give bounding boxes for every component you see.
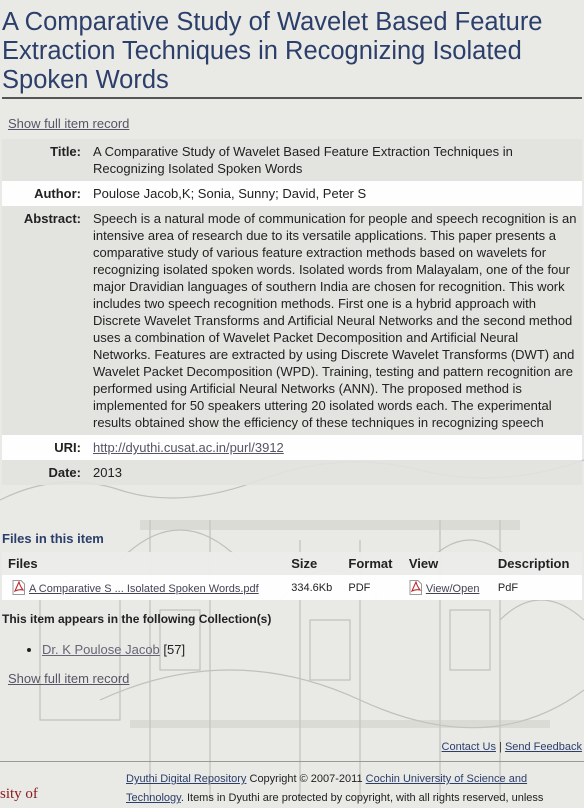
collection-count: [57] <box>163 642 186 657</box>
col-header-format: Format <box>342 552 402 575</box>
copyright-text: Copyright © 2007-2011 <box>249 773 363 785</box>
list-item <box>42 642 584 657</box>
meta-label: Abstract: <box>23 211 81 226</box>
collections-list <box>0 642 584 657</box>
meta-value-date: 2013 <box>93 465 122 480</box>
meta-label: URI: <box>54 440 81 455</box>
files-table <box>2 552 582 600</box>
table-row <box>2 575 582 600</box>
files-header-row <box>2 552 582 575</box>
contact-us-link[interactable]: Contact Us <box>441 741 496 753</box>
show-full-record-link-top[interactable]: Show full item record <box>8 116 130 131</box>
show-full-record-link-bottom[interactable]: Show full item record <box>8 671 130 686</box>
link-separator: | <box>499 741 502 753</box>
meta-label: Author: <box>34 186 81 201</box>
meta-row-date <box>2 460 582 485</box>
meta-row-abstract <box>2 206 582 435</box>
footer-divider <box>0 761 584 762</box>
meta-row-author <box>2 181 582 206</box>
send-feedback-link[interactable]: Send Feedback <box>504 741 582 753</box>
meta-row-uri <box>2 435 582 460</box>
meta-value-abstract: Speech is a natural mode of communication for people and speech recognition is an intensive area of research due to its versatile applications. This paper presents a comparative study of various feature extraction methods based on wavelets for recognizing isolated spoken words. Isolated words from Malayalam, one of the four major Dravidian languages of southern India are chosen for recognition. This work includes two speech recognition methods. First one is a hybrid approach with Discrete Wavelet Transforms and Artificial Neural Networks and the second method uses a combination of Wavelet Packet Decomposition and Artificial Neural Networks. Features are extracted by using Discrete Wavelet Transforms (DWT) and Wavelet Packet Decomposition (WPD). Training, testing and pattern recognition are performed using Artificial Neural Networks (ANN). The proposed method is implemented for 50 speakers uttering 20 isolated words each. The experimental results obtained show the efficiency of these techniques in recognizing speech <box>93 211 577 430</box>
col-header-description: Description <box>492 552 582 575</box>
collection-link[interactable]: Dr. K Poulose Jacob <box>42 642 160 657</box>
file-download-link[interactable]: A Comparative S ... Isolated Spoken Words.pdf <box>29 583 259 595</box>
file-size: 334.6Kb <box>285 575 342 600</box>
meta-row-title <box>2 139 582 181</box>
col-header-view: View <box>403 552 492 575</box>
metadata-table <box>2 139 582 485</box>
university-logo-text: sity of <box>0 786 38 802</box>
rights-text: . Items in Dyuthi are protected by copyright, with all rights reserved, unless <box>180 792 544 804</box>
meta-value-author: Poulose Jacob,K; Sonia, Sunny; David, Peter S <box>93 186 367 201</box>
file-format: PDF <box>342 575 402 600</box>
university-link[interactable]: Cochin University of Science and Technology <box>126 773 528 804</box>
pdf-icon <box>409 580 422 595</box>
title-divider <box>2 97 582 99</box>
meta-value-title: A Comparative Study of Wavelet Based Feature Extraction Techniques in Recognizing Isolated Spoken Words <box>93 144 513 176</box>
page-title: A Comparative Study of Wavelet Based Feature Extraction Techniques in Recognizing Isolated Spoken Words <box>2 8 543 94</box>
contact-links <box>442 741 582 753</box>
meta-label: Date: <box>48 465 81 480</box>
col-header-size: Size <box>285 552 342 575</box>
footer-text <box>126 770 546 808</box>
pdf-icon <box>12 580 25 595</box>
meta-label: Title: <box>50 144 81 159</box>
uri-link[interactable]: http://dyuthi.cusat.ac.in/purl/3912 <box>93 440 284 455</box>
view-open-link[interactable]: View/Open <box>425 583 480 595</box>
col-header-files: Files <box>2 552 285 575</box>
repository-link[interactable]: Dyuthi Digital Repository <box>126 773 247 785</box>
file-description: PdF <box>492 575 582 600</box>
collections-heading: This item appears in the following Collection(s) <box>2 612 272 626</box>
files-heading: Files in this item <box>2 531 104 546</box>
